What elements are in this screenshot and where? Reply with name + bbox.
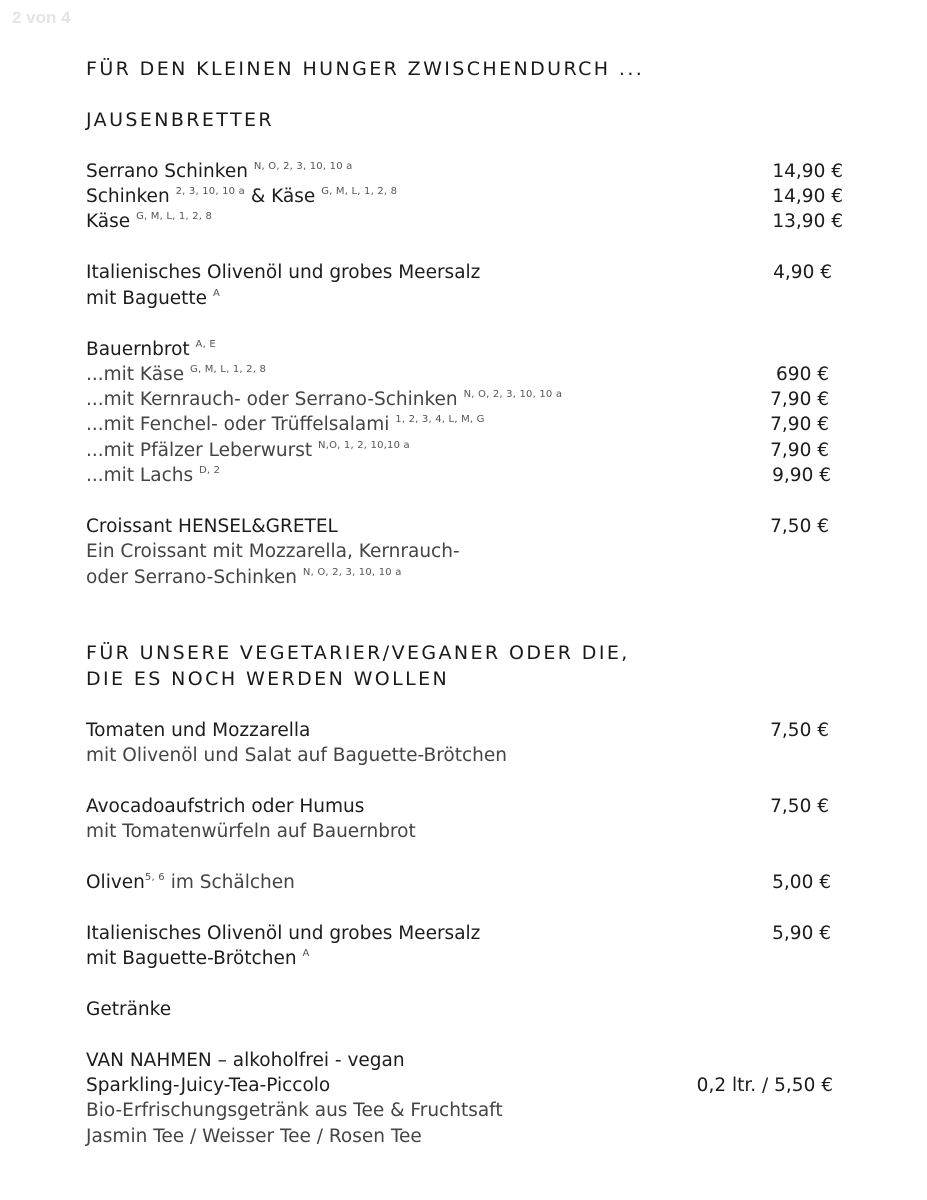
item-description: mit Tomatenwürfeln auf Bauernbrot <box>86 821 416 842</box>
item-price: 7,50 € <box>770 720 829 741</box>
allergen-codes: 5, 6 <box>144 872 165 883</box>
item-price: 5,00 € <box>772 872 831 893</box>
variant-name: ...mit Fenchel- oder Trüffelsalami <box>86 414 390 435</box>
allergen-codes: D, 2 <box>199 465 221 476</box>
item-name: Schinken <box>86 186 170 207</box>
allergen-codes: N, O, 2, 3, 10, 10 a <box>302 567 402 578</box>
item-description: mit Olivenöl und Salat auf Baguette-Brötchen <box>86 745 508 766</box>
menu-item-olive-oil-line1: Italienisches Olivenöl und grobes Meersalz <box>86 262 481 283</box>
allergen-codes: N, O, 2, 3, 10, 10 a <box>463 389 563 400</box>
drink-item-line1: VAN NAHMEN – alkoholfrei - vegan <box>86 1050 405 1071</box>
bauernbrot-variant <box>86 412 485 441</box>
section-heading-vegetarian-line2: DIE ES NOCH WERDEN WOLLEN <box>86 668 450 690</box>
variant-name: ...mit Pfälzer Leberwurst <box>86 440 313 461</box>
item-price: 7,50 € <box>770 796 829 817</box>
section-heading-vegetarian: FÜR UNSERE VEGETARIER/VEGANER ODER DIE, <box>86 642 630 664</box>
item-description: Bio-Erfrischungsgetränk aus Tee & Fruchtsaft <box>86 1100 503 1121</box>
menu-item-oliven <box>86 870 295 899</box>
variant-name: ...mit Lachs <box>86 465 194 486</box>
allergen-codes: G, M, L, 1, 2, 8 <box>136 211 213 222</box>
menu-item-croissant: Croissant HENSEL&GRETEL <box>86 516 338 537</box>
item-price: 5,90 € <box>772 923 831 944</box>
item-name: mit Baguette-Brötchen <box>86 948 297 969</box>
item-price: 9,90 € <box>772 465 831 486</box>
item-price: 0,2 ltr. / 5,50 € <box>696 1075 833 1096</box>
allergen-codes: N, O, 2, 3, 10, 10 a <box>253 161 353 172</box>
menu-item-tomaten: Tomaten und Mozzarella <box>86 720 311 741</box>
section-heading-snacks: FÜR DEN KLEINEN HUNGER ZWISCHENDURCH ... <box>86 58 645 80</box>
drinks-heading: Getränke <box>86 999 172 1020</box>
page-indicator: 2 von 4 <box>12 8 71 27</box>
subheading-jausenbretter: JAUSENBRETTER <box>86 109 274 131</box>
allergen-codes: 2, 3, 10, 10 a <box>175 186 245 197</box>
description-text: oder Serrano-Schinken <box>86 567 298 588</box>
menu-item-avocado: Avocadoaufstrich oder Humus <box>86 796 365 817</box>
item-price: 7,90 € <box>770 440 829 461</box>
item-price: 13,90 € <box>772 211 843 232</box>
allergen-codes: G, M, L, 1, 2, 8 <box>321 186 398 197</box>
item-name: mit Baguette <box>86 288 208 309</box>
item-name: Serrano Schinken <box>86 161 248 182</box>
item-description: im Schälchen <box>170 872 295 893</box>
menu-item-olive-oil-2-line2 <box>86 946 309 975</box>
menu-item-olive-oil-2-line1: Italienisches Olivenöl und grobes Meersalz <box>86 923 481 944</box>
allergen-codes: 1, 2, 3, 4, L, M, G <box>395 414 485 425</box>
item-description: Ein Croissant mit Mozzarella, Kernrauch- <box>86 541 460 562</box>
allergen-codes: G, M, L, 1, 2, 8 <box>190 364 267 375</box>
item-price: 7,90 € <box>770 414 829 435</box>
variant-name: ...mit Käse <box>86 364 185 385</box>
item-price: 7,50 € <box>770 516 829 537</box>
drink-item-line2: Sparkling-Juicy-Tea-Piccolo <box>86 1075 331 1096</box>
item-description <box>86 565 402 594</box>
item-name: Käse <box>86 211 131 232</box>
allergen-codes: A, E <box>195 339 216 350</box>
item-description: Jasmin Tee / Weisser Tee / Rosen Tee <box>86 1126 422 1147</box>
variant-name: ...mit Kernrauch- oder Serrano-Schinken <box>86 389 458 410</box>
bauernbrot-variant <box>86 463 220 492</box>
allergen-codes: A <box>302 948 310 959</box>
item-name: Bauernbrot <box>86 339 190 360</box>
item-price: 14,90 € <box>772 186 843 207</box>
allergen-codes: A <box>212 288 221 299</box>
item-price: 7,90 € <box>770 389 829 410</box>
allergen-codes: N,O, 1, 2, 10,10 a <box>318 440 410 451</box>
item-name-2: & Käse <box>250 186 316 207</box>
item-price: 4,90 € <box>773 262 832 283</box>
menu-item-kaese <box>86 209 212 238</box>
item-price: 690 € <box>776 364 829 385</box>
item-name: Oliven <box>86 872 145 893</box>
item-price: 14,90 € <box>772 161 843 182</box>
menu-item-olive-oil-line2 <box>86 286 220 315</box>
